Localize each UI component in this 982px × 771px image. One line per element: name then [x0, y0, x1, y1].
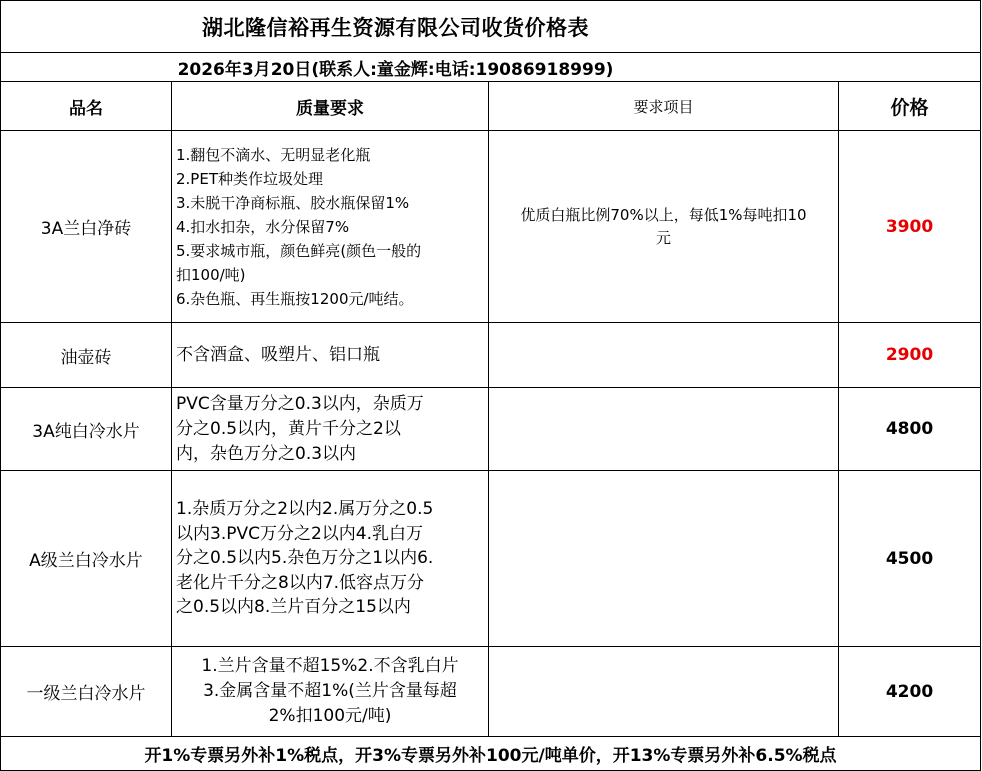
quality-requirements [172, 131, 489, 323]
quality-line: 3.金属含量不超1%(兰片含量每超 [203, 681, 457, 701]
quality-line: 之0.5以内8.兰片百分之15以内 [176, 597, 411, 618]
quality-line: 老化片千分之8以内7.低容点万分 [176, 572, 425, 593]
quality-requirements [172, 471, 489, 647]
requirement-items [489, 471, 839, 647]
price-value: 4200 [839, 647, 981, 737]
requirement-items [489, 647, 839, 737]
quality-line: 6.杂色瓶、再生瓶按1200元/吨结。 [176, 289, 414, 308]
quality-line: PVC含量万分之0.3以内，杂质万 [176, 393, 424, 414]
quality-line: 4.扣水扣杂，水分保留7% [176, 217, 350, 236]
requirement-items [489, 388, 839, 471]
price-value: 4500 [839, 471, 981, 647]
quality-line: 分之0.5以内，黄片千分之2以 [176, 418, 401, 439]
price-value: 4800 [839, 388, 981, 471]
quality-line: 1.杂质万分之2以内2.属万分之0.5 [176, 499, 434, 520]
table-row [1, 131, 981, 323]
product-name: 3A纯白冷水片 [1, 388, 172, 471]
quality-line: 5.要求城市瓶，颜色鲜亮(颜色一般的 [176, 241, 422, 260]
header-price: 价格 [839, 82, 981, 131]
quality-requirements [172, 647, 489, 737]
product-name: 3A兰白净砖 [1, 131, 172, 323]
title-row [1, 1, 981, 53]
quality-line: 2.PET种类作垃圾处理 [176, 169, 323, 188]
requirement-items [489, 323, 839, 388]
quality-line: 不含酒盒、吸塑片、铝口瓶 [176, 344, 380, 365]
table-row [1, 388, 981, 471]
subtitle-row [1, 53, 981, 82]
table-row [1, 471, 981, 647]
product-name: 油壶砖 [1, 323, 172, 388]
quality-line: 1.兰片含量不超15%2.不含乳白片 [201, 656, 459, 676]
table-row [1, 323, 981, 388]
requirement-line: 优质白瓶比例70%以上，每低1%每吨扣10 [520, 205, 807, 224]
requirement-line: 元 [655, 228, 671, 247]
header-name: 品名 [1, 82, 172, 131]
quality-line: 2%扣100元/吨) [268, 706, 392, 726]
header-requirement: 要求项目 [489, 82, 839, 131]
requirement-items [489, 131, 839, 323]
price-value: 3900 [839, 131, 981, 323]
product-name: A级兰白冷水片 [1, 471, 172, 647]
table-row [1, 647, 981, 737]
quality-requirements [172, 323, 489, 388]
quality-line: 扣100/吨) [176, 265, 246, 284]
product-name: 一级兰白冷水片 [1, 647, 172, 737]
quality-line: 以内3.PVC万分之2以内4.乳白万 [176, 523, 424, 544]
quality-line: 1.翻包不滴水、无明显老化瓶 [176, 145, 371, 164]
tax-note: 开1%专票另外补1%税点，开3%专票另外补100元/吨单价，开13%专票另外补6.5%税点 [1, 737, 981, 771]
price-value: 2900 [839, 323, 981, 388]
footer-row [1, 737, 981, 771]
page-title: 湖北隆信裕再生资源有限公司收货价格表 [1, 1, 981, 53]
header-quality: 质量要求 [172, 82, 489, 131]
quality-line: 分之0.5以内5.杂色万分之1以内6. [176, 548, 434, 569]
quality-requirements [172, 388, 489, 471]
quality-line: 3.未脱干净商标瓶、胶水瓶保留1% [176, 193, 410, 212]
header-row [1, 82, 981, 131]
date-contact-line: 2026年3月20日(联系人:童金辉:电话:19086918999) [1, 53, 981, 82]
quality-line: 内，杂色万分之0.3以内 [176, 443, 357, 464]
